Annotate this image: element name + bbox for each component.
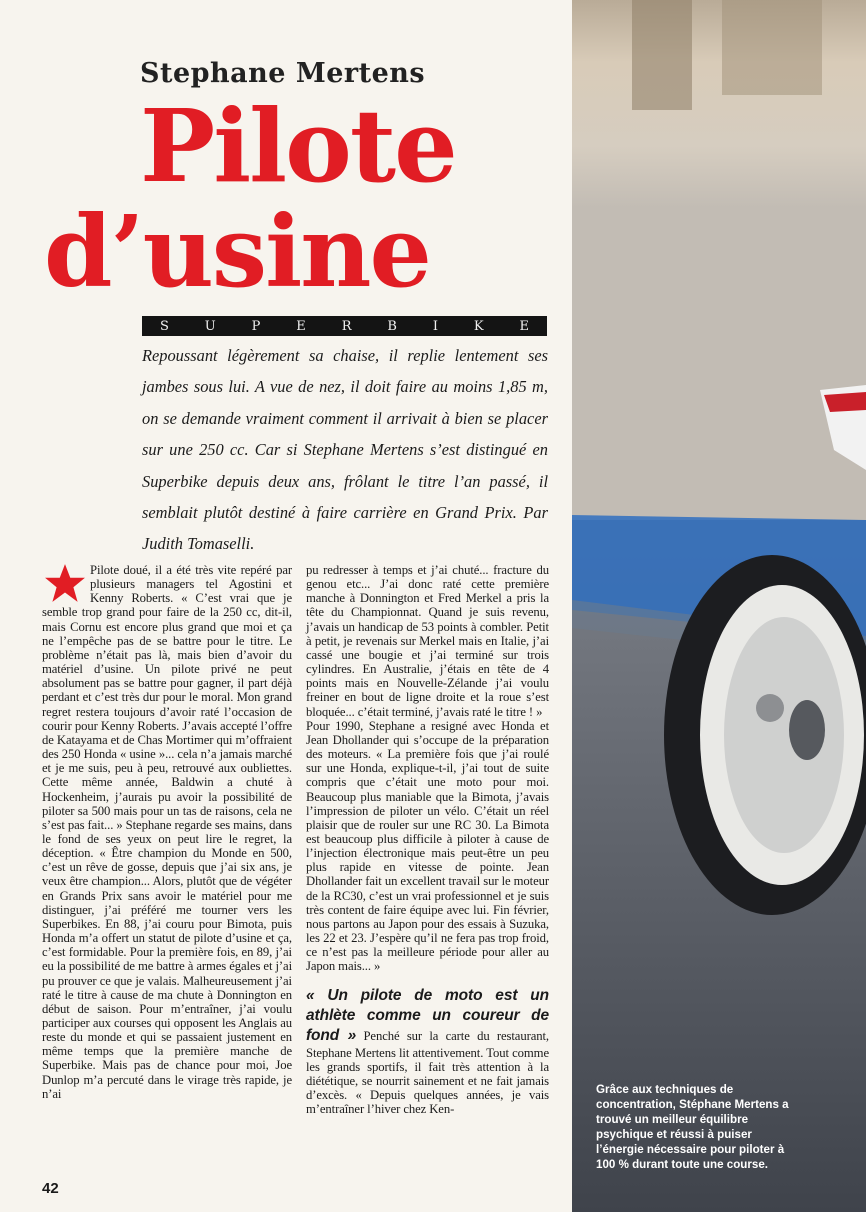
- article-intro: Repoussant légèrement sa chaise, il replie lentement ses jambes sous lui. A vue de nez, il doit faire au moins 1,85 m, on se demande vraiment comment il arrivait à bien se placer sur une 250 cc. Car si Stephane Mertens s’est distingué en Superbike depuis deux ans, frôlant le titre l’an passé, il semblait plutôt destiné à faire carrière en Grand Prix. Par Judith Tomaselli.: [142, 346, 548, 554]
- motorcycle-photo: [572, 0, 866, 1212]
- pull-quote: « Un pilote de moto est un athlète comme un coureur de fond »: [306, 986, 549, 1044]
- section-letter: K: [473, 318, 484, 334]
- page-number: 42: [42, 1180, 59, 1197]
- section-letter: B: [387, 318, 397, 334]
- star-spacer: [42, 563, 90, 603]
- section-banner: [142, 316, 547, 336]
- headline-line-2: d’usine: [44, 195, 430, 310]
- column-2-paragraph-2: Pour 1990, Stephane a resigné avec Honda et Jean Dhollander qui s’occupe de la préparation des moteurs. « La première fois que j’ai roulé sur une Honda, explique-t-il, j’ai tout de suite compris que c’était une moto pour moi. Beaucoup plus maniable que la Bimota, j’avais l’impression de piloter un vélo. C’était un réel plaisir que de rouler sur une RC 30. La Bimota est beaucoup plus difficile à piloter à cause de l’injection électronique mais peut-être un peu plus rapide en vitesse de pointe. Jean Dhollander fait un excellent travail sur le moteur de la RC30, c’est un vrai professionnel et je suis très content de faire équipe avec lui. Fin février, nous partons au Japon pour des essais à Suzuka, les 22 et 23. J’espère qu’il ne fera pas trop froid, ce n’est pas la meilleure période pour aller au Japon mais... »: [306, 718, 549, 974]
- body-column-2: [306, 563, 549, 1116]
- headline-line-1: Pilote: [140, 87, 456, 205]
- section-letter: E: [519, 318, 529, 334]
- photo-illustration: [572, 0, 866, 1212]
- column-2-paragraph-1: pu redresser à temps et j’ai chuté... fracture du genou etc... J’ai donc raté cette première manche à Donnington et Fred Merkel a pris la tête du Championnat. Quand je suis revenu, j’avais un handicap de 53 points à combler. Petit à petit, je revenais sur Merkel mais en Italie, j’ai cassé une bougie et j’ai terminé sur trois cylindres. En Australie, j’étais en tête de 4 points mais en Nouvelle-Zélande j’ai voulu freiner en bout de ligne droite et la roue s’est bloquée... c’était terminé, j’avais raté le titre ! »: [306, 563, 549, 719]
- column-1-text: Pilote doué, il a été très vite repéré par plusieurs managers tel Agostini et Kenny Roberts. « C’est vrai que je semble trop grand pour faire de la 250 cc, dit-il, mais Cornu est encore plus grand que moi et ça ne l’empêche pas de se battre pour le titre. Le problème n’était pas là, mais bien d’avoir du matériel d’usine. Un pilote privé ne peut absolument pas se battre pour gagner, il part déjà perdant et c’est très dur pour le moral. Mon grand regret restera toujours d’avoir raté l’occasion de courir pour Kenny Roberts. J’avais accepté l’offre de Katayama et de Chas Mortimer qui m’offraient des 250 Honda « usine »... cela n’a jamais marché et je me suis, peu à peu, retrouvé aux oubliettes. Cette même année, Baldwin a chuté à Hockenheim, j’aurais pu avoir la possibilité de piloter sa 500 mais pour un tas de raisons, cela ne s’est pas fait... » Stephane regarde ses mains, dans le fond de ses yeux on peut lire le regret, la déception. « Être champion du Monde en 500, c’est un rêve de gosse, depuis que j’ai six ans, je veux être champion... Alors, plutôt que de végéter en Grands Prix sans avoir le matériel pour me distinguer, j’ai préféré me tourner vers les Superbikes. En 88, j’ai couru pour Bimota, puis Honda m’a offert un statut de pilote d’usine et ça, c’est formidable. Pour la première fois, en 89, j’ai eu la possibilité de me battre à armes égales et j’ai pu prouver ce que je valais. Malheureusement j’ai raté le titre à cause de ma chute à Donnington en début de saison. Pour m’entraîner, j’ai voulu participer aux courses qui opposent les Anglais au reste du monde et qui se passaient justement en même temps que la première manche de Superbike. Mais pas de chance pour moi, Joe Dunlop m’a percuté dans le virage très rapide, je n’ai: [42, 563, 292, 1101]
- section-letter: I: [432, 318, 438, 334]
- section-letter: S: [160, 318, 169, 334]
- column-2-paragraph-3: [306, 986, 549, 1117]
- photo-caption: Grâce aux techniques de concentration, Stéphane Mertens a trouvé un meilleur équilibre psychique et réussi à puiser l’énergie nécessaire pour piloter à 100 % durant toute une course.: [596, 1083, 789, 1171]
- article-kicker: Stephane Mertens: [140, 58, 426, 89]
- section-letter: U: [204, 318, 216, 334]
- section-letter: E: [296, 318, 306, 334]
- column-2-text-end: Penché sur la carte du restaurant, Stephane Mertens lit attentivement. Tout comme les grands sportifs, il fait très attention à la diététique, se nourrit sainement et ne fait jamais d’excès. « Depuis quelques années, je vais m’entraîner l’hiver chez Ken-: [306, 1028, 549, 1117]
- section-letter: R: [341, 318, 352, 334]
- body-column-1: [42, 563, 292, 1101]
- section-letter: P: [251, 318, 261, 334]
